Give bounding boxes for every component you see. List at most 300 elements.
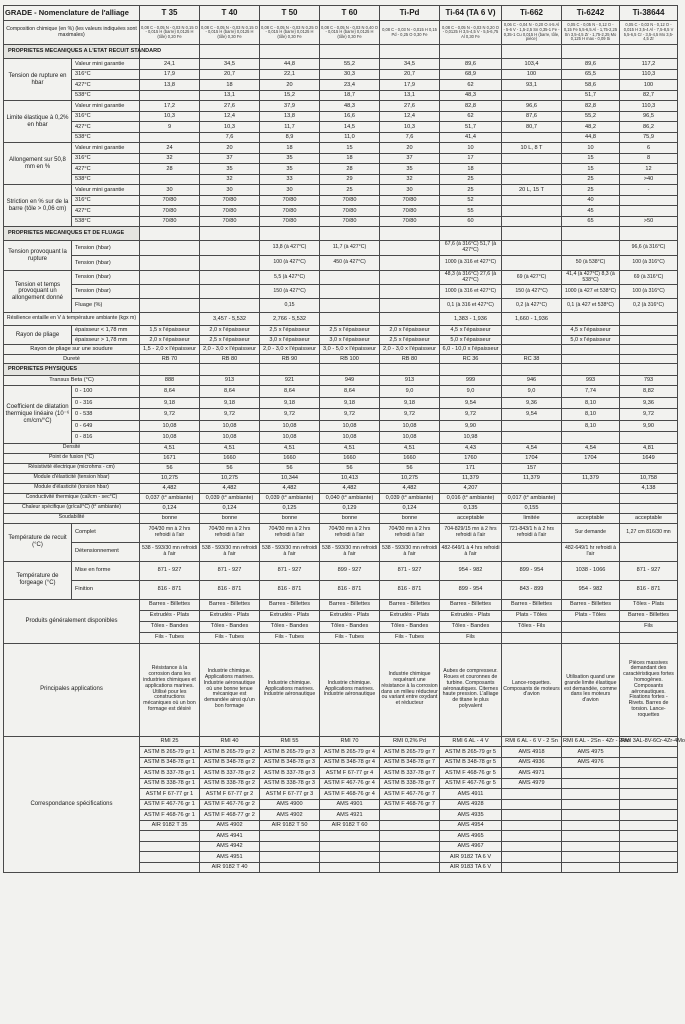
condition-label: 427°C <box>72 164 140 175</box>
value-cell <box>140 256 200 271</box>
value-cell: 12,4 <box>380 111 440 122</box>
value-cell <box>562 241 620 256</box>
table-row <box>4 409 678 421</box>
value-cell: 37 <box>200 153 260 164</box>
value-cell: RB 100 <box>320 354 380 364</box>
value-cell: Extrudés - Plats <box>320 610 380 621</box>
value-cell: 10 L, 8 T <box>502 143 562 154</box>
value-cell: 9,18 <box>260 397 320 409</box>
value-cell <box>620 503 678 513</box>
value-cell: AMS 4928 <box>440 799 502 810</box>
value-cell: 32 <box>200 174 260 185</box>
section-title: PROPRIETES MECANIQUES A L'ETAT RECUIT STANDARD <box>4 45 140 59</box>
value-cell: Tôles - Bandes <box>440 621 502 632</box>
condition-label: 427°C <box>72 80 140 91</box>
value-cell: 56 <box>200 463 260 473</box>
value-cell: 40 <box>562 195 620 206</box>
value-cell: Fils - Tubes <box>320 632 380 643</box>
value-cell: Tôles - Bandes <box>200 621 260 632</box>
value-cell: Barres - Billettes <box>260 599 320 610</box>
value-cell: 9 <box>140 122 200 133</box>
value-cell: 48,3 (à 316°C) 27,6 (à 427°C) <box>440 271 502 285</box>
value-cell: 793 <box>620 376 678 386</box>
value-cell: 704/30 mn à 2 hrs refroidi à l'air <box>140 523 200 542</box>
value-cell: 11,7 (à 427°C) <box>320 241 380 256</box>
value-cell: Barres - Billettes <box>140 599 200 610</box>
value-cell: 0,05 C - 0,05 N - 0,12 O - 0,15 Fe 5,5-6,5 Al - 1,75-2,25 Sn 3,5-4,5 Zr - 1,75-2,25 Mo 0,125 H max - 0,09 Si <box>562 21 620 45</box>
value-cell: 28 <box>140 164 200 175</box>
condition-label: 427°C <box>72 206 140 217</box>
value-cell: 999 <box>440 376 502 386</box>
value-cell: RMI 6 AL - 6 V - 2 Sn <box>502 736 562 747</box>
value-cell <box>380 810 440 821</box>
value-cell: 4,81 <box>620 443 678 453</box>
value-cell: 0,08 C - 0,05 N - 0,03 N 0,25 O - 0,015 H (barre) 0,0125 H (tôle) 0,30 Fe <box>260 21 320 45</box>
value-cell <box>562 799 620 810</box>
value-cell: 37,9 <box>260 101 320 112</box>
value-cell: 482-649/1 hr refroidi à l'air <box>562 542 620 561</box>
value-cell: 4,51 <box>200 443 260 453</box>
table-row <box>4 386 678 398</box>
value-cell: AMS 4976 <box>562 757 620 768</box>
table-row <box>4 513 678 523</box>
value-cell: 110,3 <box>620 69 678 80</box>
value-cell: Lance-roquettes. Composants de moteurs d'avion <box>502 643 562 736</box>
value-cell: 11,7 <box>260 122 320 133</box>
value-cell: 37 <box>380 153 440 164</box>
value-cell: 4,51 <box>320 443 380 453</box>
value-cell: 30 <box>260 185 320 196</box>
value-cell: 9,72 <box>620 409 678 421</box>
value-cell: ASTM B 265-79 gr 5 <box>440 747 502 758</box>
value-cell <box>620 345 678 355</box>
table-row <box>4 354 678 364</box>
value-cell: 18 <box>200 80 260 91</box>
section-cell <box>380 45 440 59</box>
value-cell <box>620 326 678 336</box>
value-cell: 41,4 <box>440 132 502 143</box>
value-cell: 10,3 <box>200 122 260 133</box>
value-cell: 20 <box>200 143 260 154</box>
value-cell: 450 (à 427°C) <box>320 256 380 271</box>
value-cell: 954 - 982 <box>562 580 620 599</box>
value-cell: 0,129 <box>320 503 380 513</box>
value-cell: 0,2 (à 427°C) <box>502 299 562 313</box>
condition-label: Détensionnement <box>72 542 140 561</box>
value-cell: 12,4 <box>200 111 260 122</box>
value-cell: 13,1 <box>380 90 440 101</box>
value-cell <box>562 313 620 326</box>
section-cell <box>502 227 562 241</box>
condition-label: Valeur mini garantie <box>72 185 140 196</box>
value-cell: Tôles - Bandes <box>140 621 200 632</box>
value-cell <box>502 483 562 493</box>
value-cell: 0,05 C - 0,03 N - 0,12 O - 0,015 H 3,5-4 Al - 7,5-8,5 V 5,5-6,5 Cr - 3,5-4,5 Mo 3,5-4,5 Zr <box>620 21 678 45</box>
value-cell: 816 - 871 <box>320 580 380 599</box>
value-cell: 100 (à 316°C) <box>620 256 678 271</box>
value-cell: 4,51 <box>140 443 200 453</box>
value-cell: 2,0 x l'épaisseur <box>140 335 200 345</box>
value-cell: 29 <box>320 174 380 185</box>
value-cell: 48,2 <box>562 122 620 133</box>
value-cell: ASTM B 338-78 gr 1 <box>140 778 200 789</box>
value-cell <box>502 256 562 271</box>
value-cell: 18 <box>320 153 380 164</box>
value-cell: 13,8 (à 427°C) <box>260 241 320 256</box>
value-cell: 75,9 <box>620 132 678 143</box>
value-cell: 100 <box>620 80 678 91</box>
value-cell: 4,51 <box>380 443 440 453</box>
section-cell <box>440 227 502 241</box>
condition-label: 538°C <box>72 90 140 101</box>
property-label: Chaleur spécifique (gr/cal/°C) (t° ambiante) <box>4 503 140 513</box>
value-cell: RC 36 <box>440 354 502 364</box>
value-cell: 10,344 <box>260 473 320 483</box>
value-cell: RB 80 <box>380 354 440 364</box>
value-cell <box>620 195 678 206</box>
value-cell: 10,08 <box>200 432 260 444</box>
section-title: PROPRIETES PHYSIQUES <box>4 364 140 376</box>
table-row <box>4 335 678 345</box>
value-cell <box>200 299 260 313</box>
value-cell: 11,379 <box>440 473 502 483</box>
value-cell: AIR 9182 T 50 <box>260 820 320 831</box>
value-cell <box>620 810 678 821</box>
value-cell: 65,5 <box>562 69 620 80</box>
property-label: Coefficient de dilatation thermique linéaire (10⁻⁶ cm/cm/°C) <box>4 386 72 444</box>
value-cell: AMS 4975 <box>562 747 620 758</box>
condition-label: 0 - 538 <box>72 409 140 421</box>
value-cell: AMS 4967 <box>440 841 502 852</box>
value-cell: 70/80 <box>380 195 440 206</box>
value-cell: 0,135 <box>440 503 502 513</box>
value-cell: ASTM F 468-76 gr 5 <box>440 768 502 779</box>
value-cell: 70/80 <box>320 195 380 206</box>
value-cell: 2,0 - 3,0 x l'épaisseur <box>200 345 260 355</box>
value-cell: ASTM F 467-76 gr 2 <box>200 799 260 810</box>
value-cell: 946 <box>502 376 562 386</box>
value-cell: 70/80 <box>320 216 380 227</box>
value-cell: 1660 <box>260 453 320 463</box>
value-cell: 27,6 <box>200 101 260 112</box>
value-cell: 51,7 <box>562 90 620 101</box>
value-cell: 1038 - 1066 <box>562 561 620 580</box>
value-cell <box>140 132 200 143</box>
value-cell: 18,7 <box>320 90 380 101</box>
value-cell: ASTM F 67-77 gr 3 <box>260 789 320 800</box>
table-row <box>4 561 678 580</box>
value-cell: 993 <box>562 376 620 386</box>
value-cell: 20 <box>380 143 440 154</box>
value-cell: AMS 4954 <box>440 820 502 831</box>
value-cell: 35 <box>260 153 320 164</box>
value-cell: AMS 4900 <box>260 799 320 810</box>
value-cell <box>502 841 562 852</box>
section-cell <box>440 364 502 376</box>
value-cell: 10,08 <box>140 420 200 432</box>
value-cell: 1,660 - 1,936 <box>502 313 562 326</box>
value-cell <box>562 810 620 821</box>
value-cell: 51,7 <box>440 122 502 133</box>
value-cell: 10,08 <box>380 420 440 432</box>
value-cell <box>502 241 562 256</box>
value-cell: 1649 <box>620 453 678 463</box>
value-cell: 4,54 <box>502 443 562 453</box>
value-cell: AIR 9183 TA 6 V <box>440 862 502 873</box>
value-cell <box>502 542 562 561</box>
value-cell <box>562 483 620 493</box>
value-cell: bonne <box>380 513 440 523</box>
value-cell: 96,5 <box>620 111 678 122</box>
value-cell: 4,54 <box>562 443 620 453</box>
value-cell: 10,275 <box>140 473 200 483</box>
condition-label: Fluage (%) <box>72 299 140 313</box>
value-cell: 45 <box>562 206 620 217</box>
value-cell <box>140 90 200 101</box>
value-cell: 55,2 <box>562 111 620 122</box>
value-cell: 0,15 <box>260 299 320 313</box>
table-row <box>4 313 678 326</box>
value-cell: Aubes de compresseur. Roues et couronnes de turbine. Composants aéronautiques. Citernes haute pression. L'alliage de titane le plus polyvalent <box>440 643 502 736</box>
value-cell: 30 <box>140 185 200 196</box>
condition-label: Tension (hbar) <box>72 256 140 271</box>
property-label: Correspondance spécifications <box>4 736 140 873</box>
value-cell: 25 <box>440 185 502 196</box>
value-cell: 0,124 <box>140 503 200 513</box>
value-cell: 871 - 927 <box>140 561 200 580</box>
value-cell: 0,08 C - 0,05 N - 0,03 N 0,15 O - 0,015 H (barre) 0,0125 H (tôle) 0,30 Fe <box>200 21 260 45</box>
value-cell: ASTM B 337-78 gr 1 <box>140 768 200 779</box>
value-cell: 89,6 <box>562 59 620 70</box>
value-cell: 12 <box>620 164 678 175</box>
value-cell: 20,7 <box>380 69 440 80</box>
value-cell <box>562 831 620 842</box>
value-cell: Fils - Tubes <box>260 632 320 643</box>
value-cell <box>620 493 678 503</box>
value-cell: Industrie chimique. Applications marines. Industrie aéronautique <box>260 643 320 736</box>
value-cell: 18 <box>440 164 502 175</box>
table-row <box>4 736 678 747</box>
value-cell: ASTM F 468-76 gr 1 <box>140 810 200 821</box>
value-cell: Industrie chimique. Applications marines. Industrie aéronautique <box>320 643 380 736</box>
value-cell: 50 (à 538°C) <box>562 256 620 271</box>
value-cell: 9,72 <box>200 409 260 421</box>
value-cell <box>140 241 200 256</box>
value-cell: 0,08 C - 0,05 N - 0,03 N 0,20 O - 0,0125 H 3,5-4,5 V - 5,5-6,75 Al 0,30 Fe <box>440 21 502 45</box>
value-cell: 35 <box>380 164 440 175</box>
value-cell: 18 <box>260 143 320 154</box>
value-cell: 89,6 <box>440 59 502 70</box>
value-cell: AMS 4911 <box>440 789 502 800</box>
value-cell: 30 <box>200 185 260 196</box>
value-cell <box>620 757 678 768</box>
value-cell: 871 - 927 <box>620 561 678 580</box>
value-cell: 10 <box>440 143 502 154</box>
value-cell: ASTM B 265-79 gr 4 <box>320 747 380 758</box>
value-cell: RMI 40 <box>200 736 260 747</box>
value-cell <box>502 789 562 800</box>
value-cell: 8 <box>620 153 678 164</box>
value-cell: 32 <box>380 174 440 185</box>
value-cell: 20 <box>260 80 320 91</box>
table-row <box>4 326 678 336</box>
value-cell: 16,6 <box>320 111 380 122</box>
grade-header: T 60 <box>320 6 380 21</box>
section-cell <box>502 45 562 59</box>
value-cell: 2,5 x l'épaisseur <box>200 335 260 345</box>
value-cell: 10,758 <box>620 473 678 483</box>
table-row <box>4 206 678 217</box>
value-cell: 1000 (à 316 et 427°C) <box>440 285 502 299</box>
value-cell <box>140 271 200 285</box>
value-cell: 1660 <box>200 453 260 463</box>
value-cell: 56 <box>140 463 200 473</box>
value-cell <box>620 862 678 873</box>
value-cell: 9,72 <box>140 409 200 421</box>
table-row <box>4 443 678 453</box>
value-cell: 10,08 <box>320 420 380 432</box>
value-cell: bonne <box>320 513 380 523</box>
value-cell: ASTM F 467-76 gr 4 <box>320 778 380 789</box>
value-cell: 3,457 - 5,532 <box>200 313 260 326</box>
value-cell <box>260 841 320 852</box>
value-cell: 82,8 <box>562 101 620 112</box>
value-cell: 899 - 954 <box>502 561 562 580</box>
value-cell <box>260 852 320 863</box>
condition-label: 316°C <box>72 69 140 80</box>
value-cell: Sur demande <box>562 523 620 542</box>
value-cell: 20,7 <box>200 69 260 80</box>
value-cell: 5,5 (à 427°C) <box>260 271 320 285</box>
value-cell: 5,0 x l'épaisseur <box>562 335 620 345</box>
value-cell <box>200 241 260 256</box>
value-cell: 482-649/1 à 4 hrs refroidi à l'air <box>440 542 502 561</box>
value-cell: AMS 4979 <box>502 778 562 789</box>
value-cell: 0,040 (t° ambiante) <box>320 493 380 503</box>
value-cell: Résistance à la corrosion dans les industries chimiques et applications marines. Utilisé pour les constructions mécaniques où un bon formage est désiré <box>140 643 200 736</box>
page-title: GRADE - Nomenclature de l'alliage <box>4 6 140 21</box>
value-cell: 62 <box>440 80 502 91</box>
section-cell <box>562 364 620 376</box>
value-cell: 13,1 <box>200 90 260 101</box>
condition-label: 538°C <box>72 132 140 143</box>
value-cell: 1704 <box>502 453 562 463</box>
value-cell <box>620 354 678 364</box>
value-cell: 4,5 x l'épaisseur <box>440 326 502 336</box>
value-cell <box>502 810 562 821</box>
value-cell: Tôles - Plats <box>620 599 678 610</box>
condition-label: Finition <box>72 580 140 599</box>
value-cell <box>260 862 320 873</box>
value-cell: 10,3 <box>380 122 440 133</box>
condition-label: Mise en forme <box>72 561 140 580</box>
value-cell: RMI 70 <box>320 736 380 747</box>
value-cell: 0,039 (t° ambiante) <box>200 493 260 503</box>
value-cell: 1,27 cm 816/30 mn <box>620 523 678 542</box>
condition-label: 538°C <box>72 174 140 185</box>
value-cell: 41,4 (à 427°C) 8,3 (à 538°C) <box>562 271 620 285</box>
value-cell: ASTM F 468-76 gr 7 <box>380 799 440 810</box>
condition-label: 0 - 649 <box>72 420 140 432</box>
value-cell: Barres - Billettes <box>440 599 502 610</box>
value-cell: ASTM F 67-77 gr 2 <box>200 789 260 800</box>
condition-label: 538°C <box>72 216 140 227</box>
value-cell: 8,64 <box>320 386 380 398</box>
table-row <box>4 101 678 112</box>
value-cell <box>562 768 620 779</box>
table-row <box>4 241 678 256</box>
value-cell: acceptable <box>620 513 678 523</box>
section-cell <box>200 364 260 376</box>
value-cell: 0,039 (t° ambiante) <box>380 493 440 503</box>
value-cell: 93,1 <box>502 80 562 91</box>
value-cell: 24,1 <box>140 59 200 70</box>
value-cell <box>502 335 562 345</box>
value-cell <box>502 432 562 444</box>
value-cell: ASTM F 468-77 gr 2 <box>200 810 260 821</box>
value-cell: Fils <box>620 621 678 632</box>
value-cell: 913 <box>200 376 260 386</box>
value-cell: RC 38 <box>502 354 562 364</box>
value-cell: 0,08 C - 0,05 N - 0,03 N 0,40 O - 0,015 H (barre) 0,0125 H (tôle) 0,30 Fe <box>320 21 380 45</box>
value-cell: RMI 25 <box>140 736 200 747</box>
value-cell <box>502 216 562 227</box>
table-row <box>4 69 678 80</box>
section-title: PROPRIETES MECANIQUES ET DE FLUAGE <box>4 227 140 241</box>
table-row <box>4 364 678 376</box>
value-cell: 20 L, 15 T <box>502 185 562 196</box>
table-row <box>4 523 678 542</box>
value-cell: 4,43 <box>440 443 502 453</box>
value-cell: AIR 9182 TA 6 V <box>440 852 502 863</box>
condition-label: 427°C <box>72 122 140 133</box>
value-cell: 1000 (à 316 et 427°C) <box>440 256 502 271</box>
value-cell: 25 <box>320 185 380 196</box>
value-cell: 69 (à 427°C) <box>502 271 562 285</box>
value-cell: 9,18 <box>320 397 380 409</box>
value-cell: ASTM F 467-76 gr 7 <box>380 789 440 800</box>
value-cell <box>620 841 678 852</box>
value-cell: 1660 <box>320 453 380 463</box>
value-cell: 704-829/15 mn à 2 hrs refroidi à l'air <box>440 523 502 542</box>
table-row <box>4 432 678 444</box>
value-cell: 15 <box>562 164 620 175</box>
value-cell: AMS 4902 <box>260 810 320 821</box>
value-cell: 7,74 <box>562 386 620 398</box>
property-label: Température de forgeage (°C) <box>4 561 72 599</box>
property-label: Rayon de pliage sur une soudure <box>4 345 140 355</box>
value-cell: bonne <box>140 513 200 523</box>
condition-label: Valeur mini garantie <box>72 143 140 154</box>
property-label: Tension de rupture en hbar <box>4 59 72 101</box>
value-cell <box>620 852 678 863</box>
condition-label: 0 - 816 <box>72 432 140 444</box>
value-cell: 13,8 <box>140 80 200 91</box>
value-cell: Industrie chimique. Applications marines. Industrie aéronautique où une bonne tenue mécanique est demandée ainsi qu'un bon formage <box>200 643 260 736</box>
property-label: Conductivité thermique (cal/cm - sec°C) <box>4 493 140 503</box>
value-cell: AMS 4921 <box>320 810 380 821</box>
value-cell: 9,90 <box>620 420 678 432</box>
value-cell: 70/80 <box>380 206 440 217</box>
grade-header: T 40 <box>200 6 260 21</box>
value-cell <box>562 621 620 632</box>
value-cell <box>380 841 440 852</box>
value-cell: 9,0 <box>440 386 502 398</box>
value-cell: 9,18 <box>200 397 260 409</box>
value-cell <box>502 831 562 842</box>
value-cell: AMS 4971 <box>502 768 562 779</box>
value-cell: 15 <box>320 143 380 154</box>
